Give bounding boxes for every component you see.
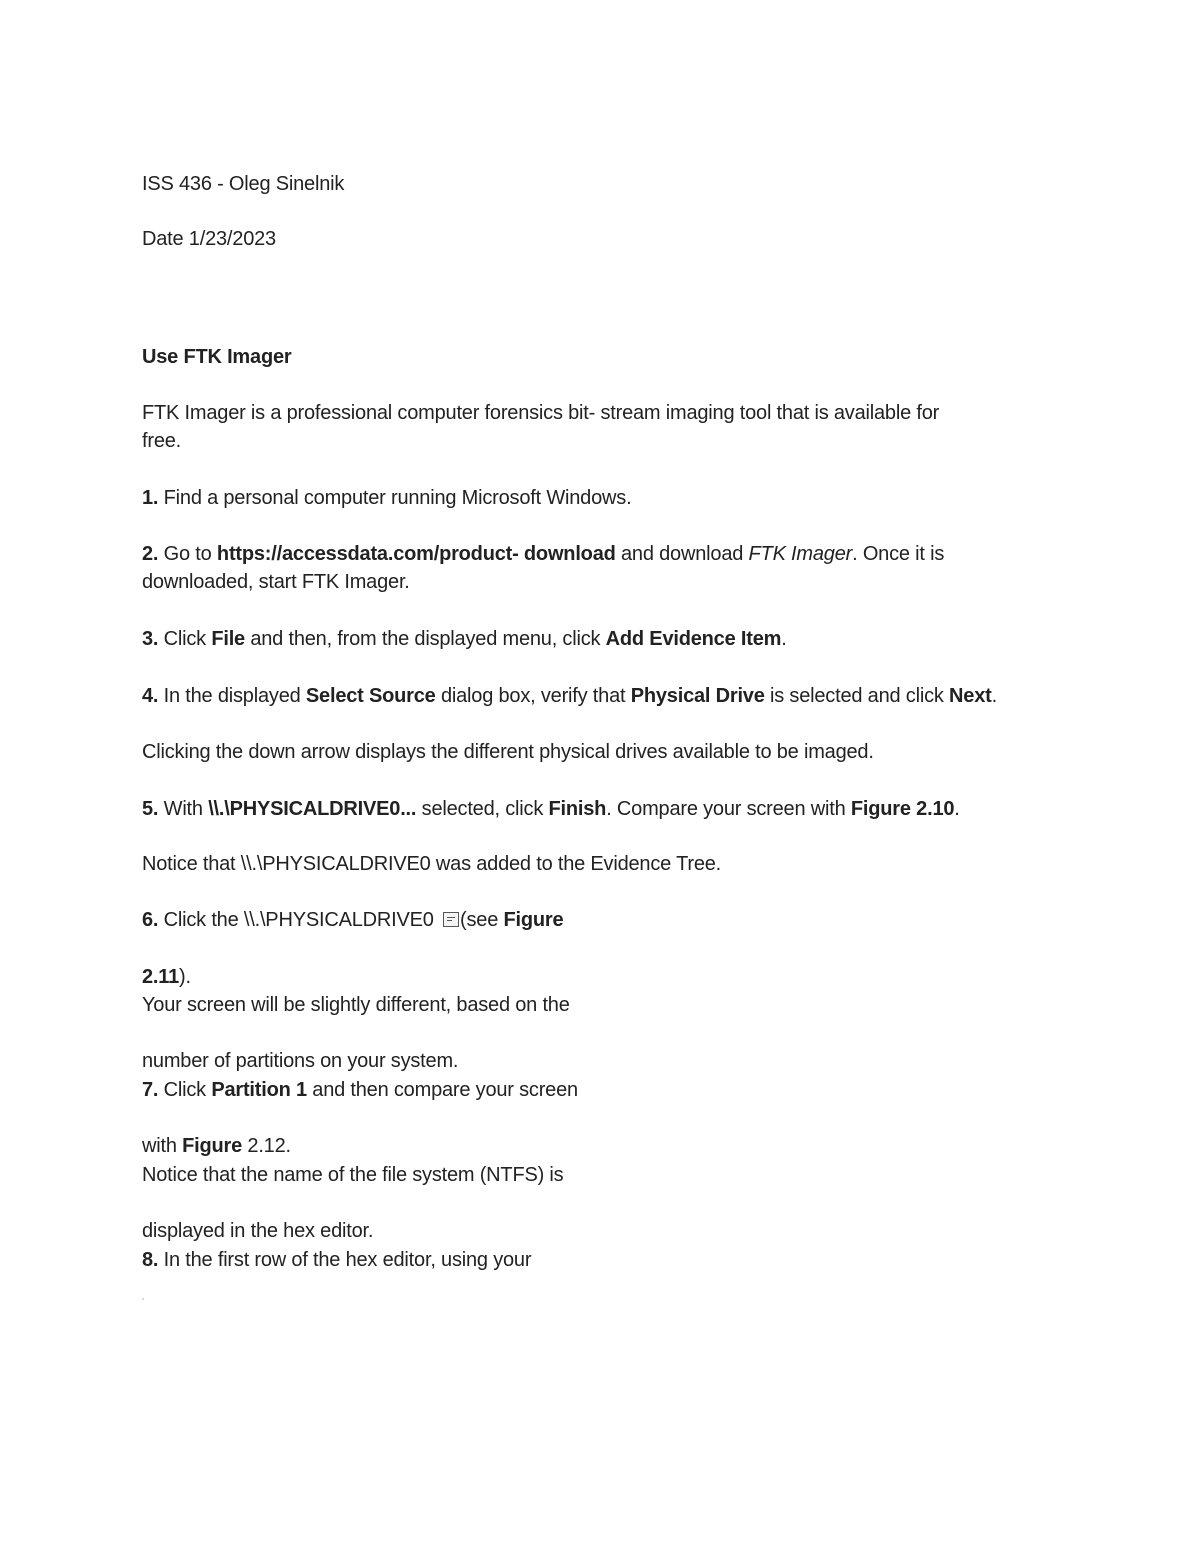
step-number: 2. bbox=[142, 543, 159, 565]
step-number: 5. bbox=[142, 798, 159, 820]
step-text: is selected and click bbox=[764, 685, 950, 707]
menu-file: File bbox=[211, 628, 245, 650]
step-text: and download bbox=[615, 543, 749, 565]
step-text: Find a personal computer running Microsoft Windows. bbox=[158, 487, 632, 509]
step-2-line-2: downloaded, start FTK Imager. bbox=[142, 571, 410, 593]
expand-box-icon bbox=[443, 912, 459, 927]
step-4 bbox=[142, 682, 997, 710]
step-text: with bbox=[142, 1135, 183, 1157]
step-2 bbox=[142, 540, 944, 568]
option-physical-drive: Physical Drive bbox=[630, 685, 765, 707]
step-6-line-2 bbox=[142, 963, 191, 991]
intro-line-1: FTK Imager is a professional computer forensics bit- stream imaging tool that is available for bbox=[142, 402, 940, 424]
step-text: Go to bbox=[158, 543, 217, 565]
stray-mark bbox=[142, 1298, 144, 1300]
menu-add-evidence-item: Add Evidence Item bbox=[605, 628, 782, 650]
step-7-line-2 bbox=[142, 1132, 291, 1160]
step-text: Click bbox=[158, 628, 212, 650]
step-text: . bbox=[991, 685, 997, 707]
step-text: . bbox=[781, 628, 787, 650]
dialog-name: Select Source bbox=[305, 685, 436, 707]
course-title: ISS 436 - Oleg Sinelnik bbox=[142, 173, 345, 195]
step-text: Click bbox=[158, 1079, 212, 1101]
figure-number: 2.11 bbox=[142, 966, 180, 988]
step-text: and then compare your screen bbox=[306, 1079, 578, 1101]
step-text: Click the \\.\PHYSICALDRIVE0 bbox=[158, 909, 440, 931]
step-number: 6. bbox=[142, 909, 159, 931]
step-7-note-1: Notice that the name of the file system (NTFS) is bbox=[142, 1164, 564, 1186]
button-next: Next bbox=[949, 685, 992, 707]
figure-ref: Figure bbox=[182, 1135, 243, 1157]
step-text: . Once it is bbox=[852, 543, 945, 565]
step-text: With bbox=[158, 798, 209, 820]
step-text: . bbox=[954, 798, 960, 820]
step-6-note-2: number of partitions on your system. bbox=[142, 1050, 459, 1072]
step-text: dialog box, verify that bbox=[435, 685, 631, 707]
drive-name: \\.\PHYSICALDRIVE0... bbox=[208, 798, 417, 820]
section-heading: Use FTK Imager bbox=[142, 346, 292, 368]
step-3 bbox=[142, 625, 787, 653]
step-text: In the displayed bbox=[158, 685, 306, 707]
step-number: 1. bbox=[142, 487, 159, 509]
download-url: https://accessdata.com/product- download bbox=[216, 543, 616, 565]
step-1 bbox=[142, 484, 631, 512]
step-number: 4. bbox=[142, 685, 159, 707]
button-finish: Finish bbox=[548, 798, 607, 820]
partition-name: Partition 1 bbox=[211, 1079, 307, 1101]
intro-line-2: free. bbox=[142, 430, 182, 452]
step-5 bbox=[142, 795, 960, 823]
figure-ref: Figure 2.10 bbox=[850, 798, 955, 820]
step-text: selected, click bbox=[416, 798, 549, 820]
app-name: FTK Imager bbox=[748, 543, 853, 565]
step-text: ). bbox=[179, 966, 191, 988]
step-7-note-2: displayed in the hex editor. bbox=[142, 1220, 374, 1242]
step-4-note: Clicking the down arrow displays the different physical drives available to be imaged. bbox=[142, 741, 874, 763]
step-8 bbox=[142, 1246, 531, 1274]
step-number: 8. bbox=[142, 1249, 159, 1271]
step-5-note: Notice that \\.\PHYSICALDRIVE0 was added to the Evidence Tree. bbox=[142, 853, 722, 875]
step-text: In the first row of the hex editor, using your bbox=[158, 1249, 532, 1271]
step-text: (see bbox=[460, 909, 504, 931]
step-text: 2.12. bbox=[242, 1135, 291, 1157]
step-6-note-1: Your screen will be slightly different, based on the bbox=[142, 994, 570, 1016]
document-date: Date 1/23/2023 bbox=[142, 228, 276, 250]
step-number: 7. bbox=[142, 1079, 159, 1101]
step-6 bbox=[142, 906, 563, 934]
step-number: 3. bbox=[142, 628, 159, 650]
step-text: . Compare your screen with bbox=[606, 798, 851, 820]
figure-ref: Figure bbox=[503, 909, 564, 931]
step-text: and then, from the displayed menu, click bbox=[244, 628, 606, 650]
step-7 bbox=[142, 1076, 578, 1104]
